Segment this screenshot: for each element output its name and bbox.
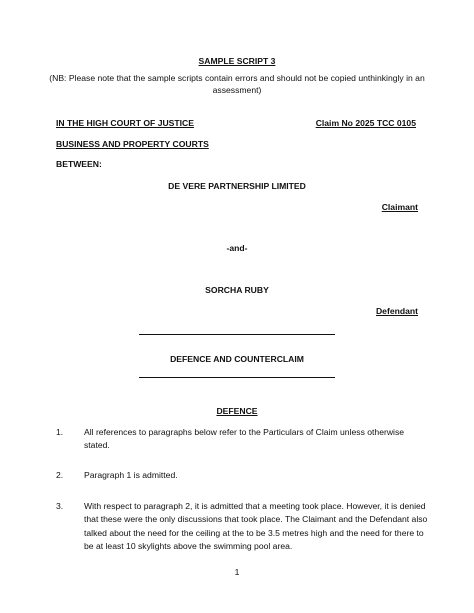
paragraph-2	[56, 469, 428, 482]
defendant-role: Defendant	[375, 306, 418, 316]
court-division: BUSINESS AND PROPERTY COURTS	[56, 139, 209, 149]
rule-top	[139, 334, 335, 335]
page-number: 1	[234, 567, 240, 577]
claim-number: Claim No 2025 TCC 0105	[315, 118, 416, 128]
between-label: BETWEEN:	[56, 159, 102, 169]
assessment-note: (NB: Please note that the sample scripts contain errors and should not be copied unthinkingly in an assessment)	[49, 73, 425, 95]
paragraph-number: 3.	[56, 501, 64, 511]
court-name: IN THE HIGH COURT OF JUSTICE	[56, 118, 194, 128]
paragraph-text: All references to paragraphs below refer to the Particulars of Claim unless otherwise stated.	[84, 427, 405, 451]
paragraph-3	[56, 500, 428, 554]
claimant-name: DE VERE PARTNERSHIP LIMITED	[168, 181, 306, 191]
paragraph-number: 1.	[56, 427, 64, 437]
defendant-name: SORCHA RUBY	[205, 285, 269, 295]
rule-bottom	[139, 377, 335, 378]
paragraph-text: With respect to paragraph 2, it is admitted that a meeting took place. However, it is denied that these were the only discussions that took place. The Claimant and the Defendant also talked about the need for the ceiling at the to be 3.5 metres high and the need for there to be at least 10 skylights above the swimming pool area.	[84, 501, 428, 552]
claimant-role: Claimant	[381, 202, 418, 212]
paragraph-number: 2.	[56, 470, 64, 480]
pleading-title: DEFENCE AND COUNTERCLAIM	[170, 354, 304, 364]
section-heading: DEFENCE	[216, 406, 258, 416]
document-title: SAMPLE SCRIPT 3	[198, 56, 276, 66]
paragraph-text: Paragraph 1 is admitted.	[84, 470, 178, 480]
paragraph-1	[56, 426, 428, 453]
and-separator: -and-	[226, 243, 248, 253]
